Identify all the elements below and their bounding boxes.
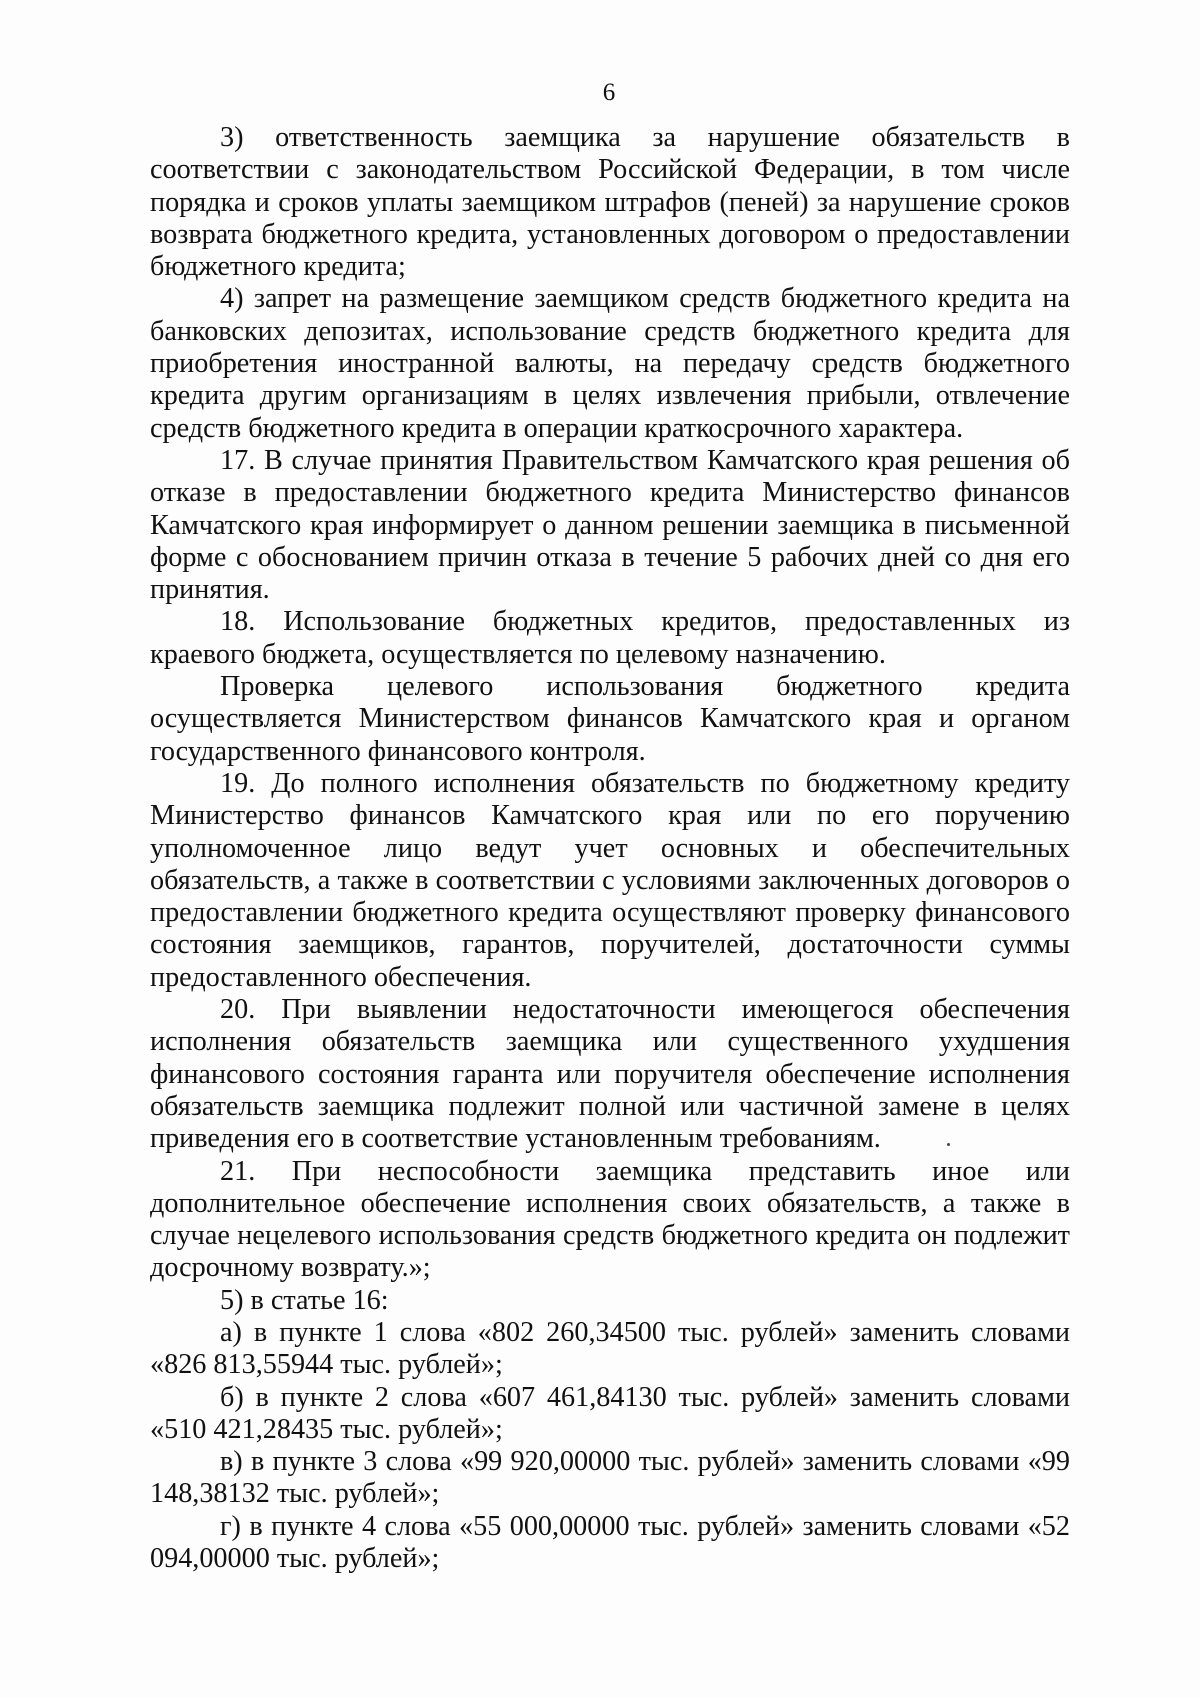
paragraph-item-3: 3) ответственность заемщика за нарушение обязательств в соответствии с законодательством Российской Федерации, в том числе порядка и сроков уплаты заемщиком штрафов (пеней) за нарушение сроков возврата бюджетного кредита, установленных договором о предоставлении бюджетного кредита; [150,122,1070,283]
paragraph-item-5v: в) в пункте 3 слова «99 920,00000 тыс. рублей» заменить словами «99 148,38132 тыс. рублей»; [150,1446,1070,1510]
paragraph-item-4: 4) запрет на размещение заемщиком средств бюджетного кредита на банковских депозитах, использование средств бюджетного кредита для приобретения иностранной валюты, на передачу средств бюджетного кредита другим организациям в целях извлечения прибыли, отвлечение средств бюджетного кредита в операции краткосрочного характера. [150,283,1070,444]
paragraph-clause-21: 21. При неспособности заемщика представить иное или дополнительное обеспечение исполнения своих обязательств, а также в случае нецелевого использования средств бюджетного кредита он подлежит досрочному возврату.»; [150,1155,1070,1284]
paragraph-item-5b: б) в пункте 2 слова «607 461,84130 тыс. рублей» заменить словами «510 421,28435 тыс. рублей»; [150,1381,1070,1445]
paragraph-clause-17: 17. В случае принятия Правительством Камчатского края решения об отказе в предоставлении бюджетного кредита Министерство финансов Камчатского края информирует о данном решении заемщика в письменной форме с обоснованием причин отказа в течение 5 рабочих дней со дня его принятия. [150,444,1070,606]
paragraph-item-5a: а) в пункте 1 слова «802 260,34500 тыс. рублей» заменить словами «826 813,55944 тыс. рублей»; [150,1316,1070,1381]
paragraph-clause-18: 18. Использование бюджетных кредитов, предоставленных из краевого бюджета, осуществляется по целевому назначению. [150,606,1070,670]
scan-speck [947,1143,950,1146]
page-number: 6 [602,79,616,106]
paragraph-clause-19: 19. До полного исполнения обязательств по бюджетному кредиту Министерство финансов Камчатского края или по его поручению уполномоченное лицо ведут учет основных и обеспечительных обязательств, а также в соответствии с условиями заключенных договоров о предоставлении бюджетного кредита осуществляют проверку финансового состояния заемщиков, гарантов, поручителей, достаточности суммы предоставленного обеспечения. [150,767,1070,993]
paragraph-item-5: 5) в статье 16: [220,1284,389,1316]
paragraph-clause-18-check: Проверка целевого использования бюджетного кредита осуществляется Министерством финансов Камчатского края и органом государственного финансового контроля. [150,671,1070,767]
paragraph-clause-20: 20. При выявлении недостаточности имеющегося обеспечения исполнения обязательств заемщика или существенного ухудшения финансового состояния гаранта или поручителя обеспечение исполнения обязательств заемщика подлежит полной или частичной замене в целях приведения его в соответствие установленным требованиям. [150,994,1070,1155]
paragraph-item-5g: г) в пункте 4 слова «55 000,00000 тыс. рублей» заменить словами «52 094,00000 тыс. рублей»; [150,1510,1070,1575]
document-body [150,122,1070,1575]
